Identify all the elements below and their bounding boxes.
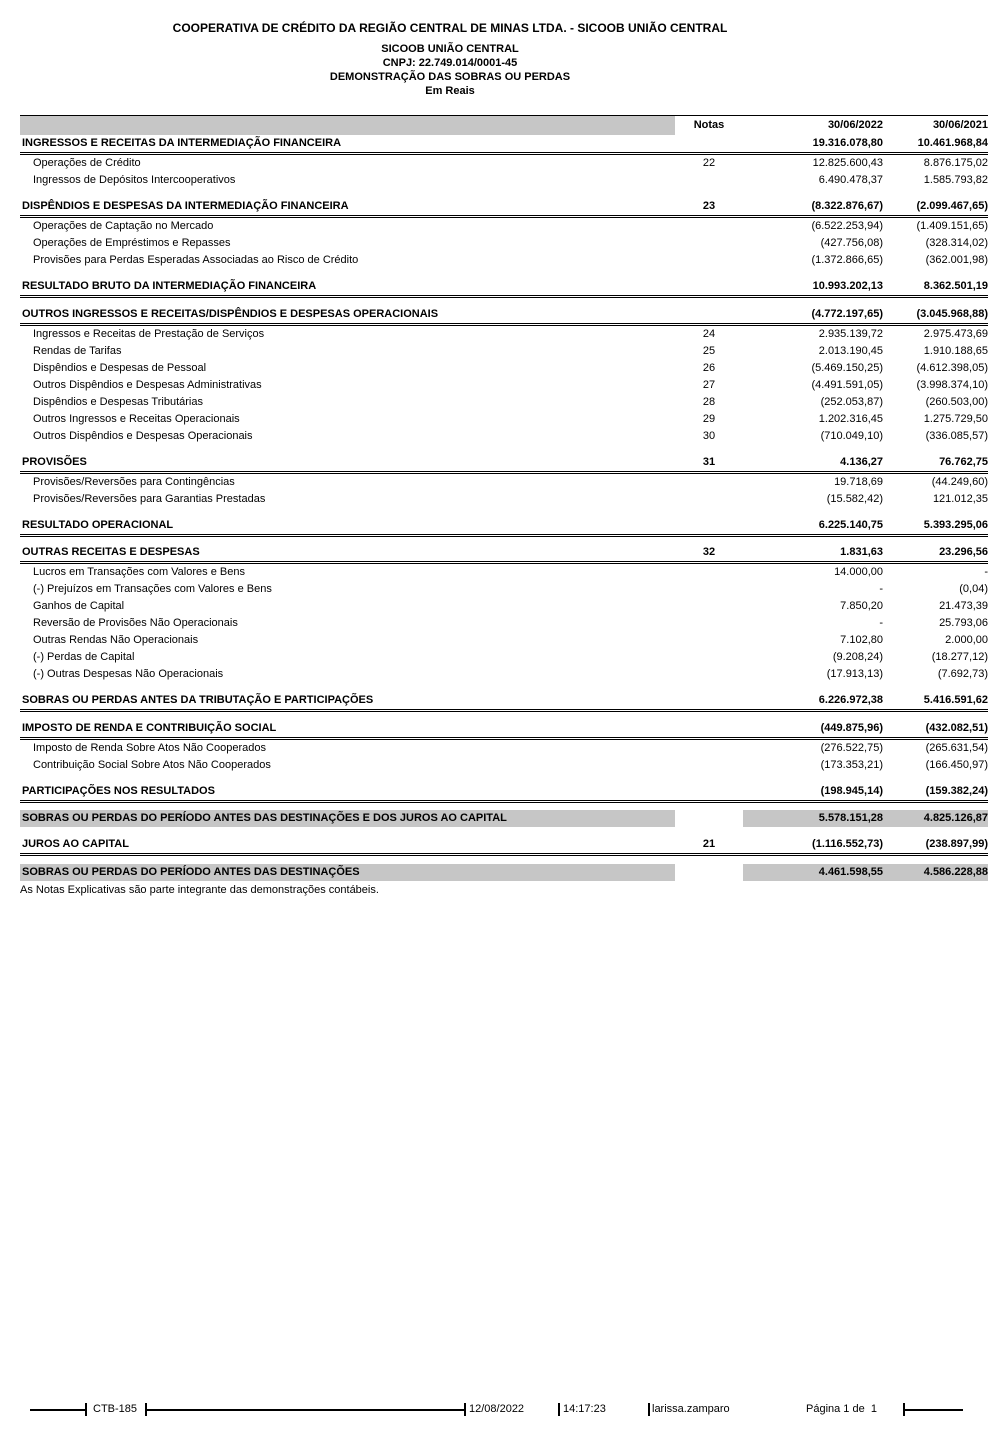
spacer-cell bbox=[20, 535, 988, 544]
row-value-prior: 8.876.175,02 bbox=[923, 157, 988, 169]
row-notes: 27 bbox=[702, 378, 716, 391]
row-value-prior: (159.382,24) bbox=[883, 783, 988, 802]
footer-time: 14:17:23 bbox=[563, 1403, 606, 1415]
row-notes: 30 bbox=[702, 429, 716, 442]
row-value-prior: 5.416.591,62 bbox=[883, 692, 988, 711]
row-value-current: 6.490.478,37 bbox=[818, 174, 883, 186]
row-value-current: 14.000,00 bbox=[834, 566, 883, 578]
spacer-row bbox=[20, 711, 988, 720]
statement-row bbox=[20, 757, 988, 774]
statement-row bbox=[20, 598, 988, 615]
footer-rule bbox=[905, 1409, 963, 1411]
row-label: Operações de Crédito bbox=[33, 157, 141, 169]
statement-row bbox=[20, 235, 988, 252]
row-label: INGRESSOS E RECEITAS DA INTERMEDIAÇÃO FINANCEIRA bbox=[20, 135, 675, 154]
statement-title: DEMONSTRAÇÃO DAS SOBRAS OU PERDAS bbox=[329, 71, 571, 83]
row-value-prior: 1.910.188,65 bbox=[923, 344, 988, 357]
row-label: Contribuição Social Sobre Atos Não Cooperados bbox=[33, 758, 271, 771]
row-value-current: 2.935.139,72 bbox=[818, 327, 883, 340]
row-notes bbox=[675, 615, 743, 632]
row-value-current: (1.372.866,65) bbox=[811, 254, 883, 266]
row-value-prior: (432.082,51) bbox=[883, 720, 988, 739]
row-label: Dispêndios e Despesas Tributárias bbox=[33, 395, 203, 408]
row-label: SOBRAS OU PERDAS ANTES DA TRIBUTAÇÃO E PARTICIPAÇÕES bbox=[20, 692, 675, 711]
row-value-prior: (1.409.151,65) bbox=[916, 220, 988, 232]
row-notes bbox=[675, 649, 743, 666]
row-label: (-) Prejuízos em Transações com Valores e Bens bbox=[33, 583, 272, 595]
row-value-prior: (4.612.398,05) bbox=[916, 361, 988, 374]
statement-row bbox=[20, 563, 988, 582]
row-label: Reversão de Provisões Não Operacionais bbox=[33, 617, 238, 629]
row-value-prior: (336.085,57) bbox=[925, 429, 988, 442]
statement-row bbox=[20, 377, 988, 394]
statement-row bbox=[20, 360, 988, 377]
document-header bbox=[0, 0, 900, 98]
row-value-prior: (265.631,54) bbox=[925, 741, 988, 754]
row-label: Ganhos de Capital bbox=[33, 600, 125, 612]
row-value-prior: 8.362.501,19 bbox=[883, 278, 988, 297]
row-value-prior: 21.473,39 bbox=[939, 600, 988, 612]
footer-tick bbox=[85, 1403, 87, 1416]
row-value-prior: (0,04) bbox=[959, 583, 988, 595]
row-value-prior: 1.585.793,82 bbox=[923, 174, 988, 186]
row-label: SOBRAS OU PERDAS DO PERÍODO ANTES DAS DESTINAÇÕES bbox=[20, 864, 675, 881]
footer-rule bbox=[147, 1409, 464, 1411]
row-notes bbox=[675, 135, 743, 154]
row-label: Operações de Captação no Mercado bbox=[33, 220, 214, 232]
row-label: IMPOSTO DE RENDA E CONTRIBUIÇÃO SOCIAL bbox=[20, 720, 675, 739]
row-label: Dispêndios e Despesas de Pessoal bbox=[33, 361, 207, 374]
row-notes bbox=[675, 563, 743, 582]
row-value-current: 7.102,80 bbox=[840, 634, 883, 646]
row-value-prior: 76.762,75 bbox=[883, 454, 988, 473]
row-value-current: - bbox=[879, 583, 883, 595]
statement-row bbox=[20, 324, 988, 343]
row-value-current: (6.522.253,94) bbox=[811, 220, 883, 232]
row-label: Provisões para Perdas Esperadas Associadas ao Risco de Crédito bbox=[33, 254, 359, 266]
row-notes bbox=[675, 306, 743, 325]
explanatory-footnote: As Notas Explicativas são parte integrante das demonstrações contábeis. bbox=[20, 883, 379, 896]
row-value-prior: 10.461.968,84 bbox=[883, 135, 988, 154]
spacer-cell bbox=[20, 855, 988, 864]
row-value-prior: (362.001,98) bbox=[925, 254, 988, 266]
statement-row bbox=[20, 252, 988, 269]
row-value-prior: (2.099.467,65) bbox=[883, 198, 988, 217]
row-value-current: (8.322.876,67) bbox=[743, 198, 883, 217]
row-label: DISPÊNDIOS E DESPESAS DA INTERMEDIAÇÃO FINANCEIRA bbox=[20, 198, 675, 217]
row-notes bbox=[675, 252, 743, 269]
spacer-cell bbox=[20, 711, 988, 720]
footer-tick bbox=[464, 1403, 466, 1416]
row-value-current: (252.053,87) bbox=[820, 395, 883, 408]
row-value-current: 5.578.151,28 bbox=[743, 810, 883, 827]
row-value-current: (17.913,13) bbox=[826, 668, 883, 680]
statement-row bbox=[20, 738, 988, 757]
row-value-prior: 23.296,56 bbox=[883, 544, 988, 563]
row-label: PROVISÕES bbox=[20, 454, 675, 473]
row-value-current: (173.353,21) bbox=[820, 758, 883, 771]
statement-row bbox=[20, 783, 988, 802]
row-value-current: (4.772.197,65) bbox=[743, 306, 883, 325]
row-value-prior: 4.825.126,87 bbox=[883, 810, 988, 827]
statement-row bbox=[20, 394, 988, 411]
row-label: RESULTADO OPERACIONAL bbox=[20, 517, 675, 536]
row-label: OUTROS INGRESSOS E RECEITAS/DISPÊNDIOS E DESPESAS OPERACIONAIS bbox=[20, 306, 675, 325]
row-label: PARTICIPAÇÕES NOS RESULTADOS bbox=[20, 783, 675, 802]
row-value-prior: (3.045.968,88) bbox=[883, 306, 988, 325]
statement-row bbox=[20, 864, 988, 881]
spacer-row bbox=[20, 189, 988, 198]
spacer-cell bbox=[20, 508, 988, 517]
row-value-current: 10.993.202,13 bbox=[743, 278, 883, 297]
row-label: Rendas de Tarifas bbox=[33, 344, 122, 357]
row-value-prior: 121.012,35 bbox=[932, 492, 988, 505]
row-notes bbox=[675, 864, 743, 881]
period-current-column-header: 30/06/2022 bbox=[743, 116, 883, 136]
page-footer bbox=[0, 1396, 1000, 1424]
row-value-current: 7.850,20 bbox=[840, 600, 883, 612]
row-label: Outros Dispêndios e Despesas Operacionais bbox=[33, 429, 253, 442]
column-header-row bbox=[20, 116, 988, 136]
row-label: OUTRAS RECEITAS E DESPESAS bbox=[20, 544, 675, 563]
footer-doc-code: CTB-185 bbox=[93, 1403, 138, 1415]
statement-table bbox=[20, 115, 988, 881]
row-label: SOBRAS OU PERDAS DO PERÍODO ANTES DAS DESTINAÇÕES E DOS JUROS AO CAPITAL bbox=[20, 810, 675, 827]
spacer-cell bbox=[20, 683, 988, 692]
row-notes: 26 bbox=[702, 361, 716, 374]
row-notes: 23 bbox=[675, 198, 743, 217]
row-notes bbox=[675, 757, 743, 774]
row-notes bbox=[675, 517, 743, 536]
spacer-cell bbox=[20, 445, 988, 454]
statement-row bbox=[20, 649, 988, 666]
row-value-current: 1.831,63 bbox=[743, 544, 883, 563]
statement-row bbox=[20, 615, 988, 632]
row-notes: 32 bbox=[675, 544, 743, 563]
statement-row bbox=[20, 836, 988, 855]
row-value-current: (9.208,24) bbox=[832, 651, 883, 663]
row-value-current: (427.756,08) bbox=[820, 237, 883, 249]
statement-row bbox=[20, 198, 988, 217]
row-value-current: (449.875,96) bbox=[743, 720, 883, 739]
row-value-current: (5.469.150,25) bbox=[811, 361, 883, 374]
row-value-prior: (18.277,12) bbox=[931, 651, 988, 663]
statement-row bbox=[20, 343, 988, 360]
row-value-prior: 4.586.228,88 bbox=[883, 864, 988, 881]
statement-row bbox=[20, 810, 988, 827]
row-notes bbox=[675, 666, 743, 683]
statement-row bbox=[20, 581, 988, 598]
row-value-current: (198.945,14) bbox=[743, 783, 883, 802]
row-value-prior: (260.503,00) bbox=[925, 395, 988, 408]
row-value-current: 1.202.316,45 bbox=[818, 412, 883, 425]
spacer-row bbox=[20, 855, 988, 864]
row-value-prior: (328.314,02) bbox=[925, 237, 988, 249]
statement-rows bbox=[20, 135, 988, 881]
statement-row bbox=[20, 411, 988, 428]
row-label: Provisões/Reversões para Contingências bbox=[33, 475, 235, 488]
row-label: (-) Perdas de Capital bbox=[33, 651, 135, 663]
row-value-prior: 5.393.295,06 bbox=[883, 517, 988, 536]
footer-rule bbox=[30, 1409, 85, 1411]
row-notes bbox=[675, 598, 743, 615]
cnpj: CNPJ: 22.749.014/0001-45 bbox=[382, 57, 518, 69]
row-notes bbox=[675, 491, 743, 508]
currency-note: Em Reais bbox=[425, 85, 475, 97]
row-notes: 24 bbox=[702, 327, 716, 340]
statement-row bbox=[20, 666, 988, 683]
row-value-prior: 25.793,06 bbox=[939, 617, 988, 629]
row-value-prior: (238.897,99) bbox=[883, 836, 988, 855]
statement-row bbox=[20, 632, 988, 649]
statement-row bbox=[20, 154, 988, 173]
row-value-prior: (3.998.374,10) bbox=[916, 378, 988, 391]
row-value-current: (276.522,75) bbox=[820, 741, 883, 754]
row-label: Outros Ingressos e Receitas Operacionais bbox=[33, 412, 240, 425]
footer-user: larissa.zamparo bbox=[652, 1403, 730, 1415]
row-label: Imposto de Renda Sobre Atos Não Cooperados bbox=[33, 741, 266, 754]
row-notes bbox=[675, 783, 743, 802]
notes-column-header: Notas bbox=[675, 116, 743, 136]
row-notes: 28 bbox=[702, 395, 716, 408]
row-value-current: - bbox=[879, 617, 883, 629]
row-value-current: (1.116.552,73) bbox=[743, 836, 883, 855]
statement-row bbox=[20, 172, 988, 189]
row-notes bbox=[675, 217, 743, 236]
row-notes: 29 bbox=[702, 412, 716, 425]
spacer-row bbox=[20, 508, 988, 517]
row-value-prior: 2.000,00 bbox=[945, 634, 988, 646]
period-prior-column-header: 30/06/2021 bbox=[883, 116, 988, 136]
statement-row bbox=[20, 692, 988, 711]
row-value-prior: (44.249,60) bbox=[931, 475, 988, 488]
statement-row bbox=[20, 472, 988, 491]
row-label: JUROS AO CAPITAL bbox=[20, 836, 675, 855]
label-column-header bbox=[20, 116, 675, 136]
spacer-cell bbox=[20, 774, 988, 783]
row-value-prior: (7.692,73) bbox=[937, 668, 988, 680]
row-label: Outras Rendas Não Operacionais bbox=[33, 634, 199, 646]
footer-page-number: Página 1 de 1 bbox=[806, 1403, 877, 1415]
row-value-current: 4.461.598,55 bbox=[743, 864, 883, 881]
row-notes: 21 bbox=[675, 836, 743, 855]
row-label: Outros Dispêndios e Despesas Administrativas bbox=[33, 378, 262, 391]
statement-row bbox=[20, 217, 988, 236]
spacer-cell bbox=[20, 269, 988, 278]
spacer-cell bbox=[20, 801, 988, 810]
row-notes bbox=[675, 810, 743, 827]
statement-row bbox=[20, 278, 988, 297]
row-value-current: 12.825.600,43 bbox=[812, 157, 883, 169]
row-label: RESULTADO BRUTO DA INTERMEDIAÇÃO FINANCEIRA bbox=[20, 278, 675, 297]
spacer-row bbox=[20, 827, 988, 836]
spacer-row bbox=[20, 774, 988, 783]
statement-row bbox=[20, 135, 988, 154]
row-notes bbox=[675, 172, 743, 189]
footer-tick bbox=[558, 1403, 560, 1416]
row-notes: 31 bbox=[675, 454, 743, 473]
row-value-current: 6.226.972,38 bbox=[743, 692, 883, 711]
row-notes bbox=[675, 472, 743, 491]
row-notes bbox=[675, 720, 743, 739]
row-notes bbox=[675, 581, 743, 598]
spacer-row bbox=[20, 445, 988, 454]
row-label: Ingressos e Receitas de Prestação de Serviços bbox=[33, 327, 265, 340]
row-value-current: 19.718,69 bbox=[834, 475, 883, 488]
row-value-prior: - bbox=[984, 566, 988, 578]
row-value-current: 6.225.140,75 bbox=[743, 517, 883, 536]
row-label: Lucros em Transações com Valores e Bens bbox=[33, 566, 245, 578]
spacer-row bbox=[20, 801, 988, 810]
spacer-cell bbox=[20, 827, 988, 836]
statement-row bbox=[20, 517, 988, 536]
row-label: Provisões/Reversões para Garantias Prestadas bbox=[33, 492, 266, 505]
row-value-current: 19.316.078,80 bbox=[743, 135, 883, 154]
spacer-row bbox=[20, 683, 988, 692]
row-notes bbox=[675, 738, 743, 757]
row-value-prior: 2.975.473,69 bbox=[923, 327, 988, 340]
spacer-row bbox=[20, 297, 988, 306]
row-notes bbox=[675, 278, 743, 297]
spacer-row bbox=[20, 269, 988, 278]
statement-row bbox=[20, 454, 988, 473]
statement-row bbox=[20, 491, 988, 508]
row-value-prior: 1.275.729,50 bbox=[923, 412, 988, 425]
row-notes: 22 bbox=[702, 157, 716, 169]
row-label: (-) Outras Despesas Não Operacionais bbox=[33, 668, 224, 680]
statement-row bbox=[20, 720, 988, 739]
row-value-current: (15.582,42) bbox=[826, 492, 883, 505]
row-value-current: 2.013.190,45 bbox=[818, 344, 883, 357]
cooperative-title: COOPERATIVA DE CRÉDITO DA REGIÃO CENTRAL DE MINAS LTDA. - SICOOB UNIÃO CENTRAL bbox=[172, 21, 728, 35]
row-value-current: (4.491.591,05) bbox=[811, 378, 883, 391]
row-label: Ingressos de Depósitos Intercooperativos bbox=[33, 174, 236, 186]
spacer-row bbox=[20, 535, 988, 544]
row-value-current: (710.049,10) bbox=[820, 429, 883, 442]
row-notes: 25 bbox=[702, 344, 716, 357]
statement-row bbox=[20, 544, 988, 563]
row-notes bbox=[675, 632, 743, 649]
row-value-current: 4.136,27 bbox=[743, 454, 883, 473]
spacer-cell bbox=[20, 297, 988, 306]
footer-tick bbox=[648, 1403, 650, 1416]
row-value-prior: (166.450,97) bbox=[925, 758, 988, 771]
row-notes bbox=[675, 692, 743, 711]
statement-row bbox=[20, 306, 988, 325]
row-label: Operações de Empréstimos e Repasses bbox=[33, 237, 231, 249]
row-notes bbox=[675, 235, 743, 252]
statement-row bbox=[20, 428, 988, 445]
spacer-cell bbox=[20, 189, 988, 198]
footer-date: 12/08/2022 bbox=[469, 1403, 525, 1415]
org-name: SICOOB UNIÃO CENTRAL bbox=[381, 43, 519, 55]
